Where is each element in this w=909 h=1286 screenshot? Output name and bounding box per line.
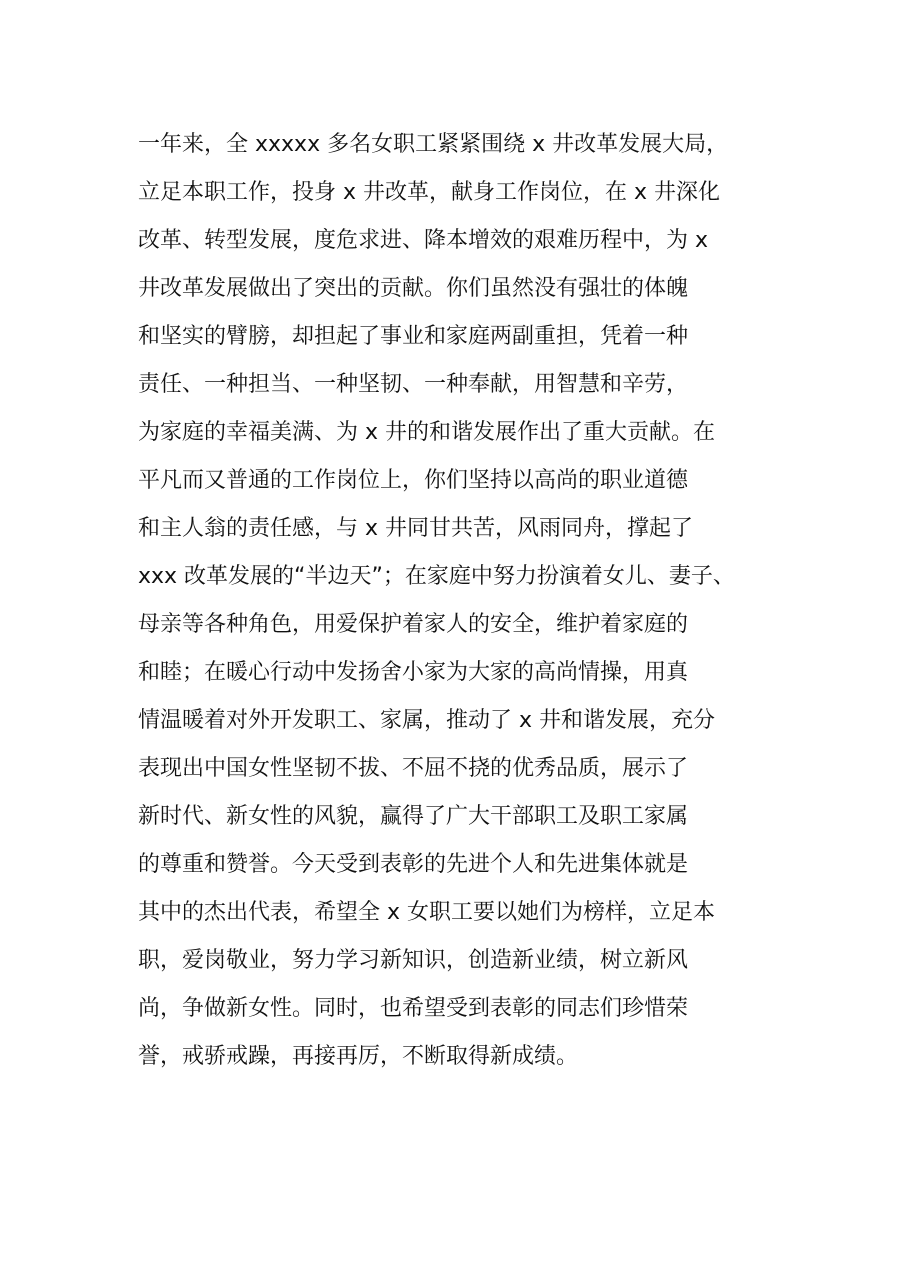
paragraph-line: 责任、一种担当、一种坚韧、一种奉献，用智慧和辛劳， <box>138 372 689 397</box>
paragraph-line: 井改革发展做出了突出的贡献。你们虽然没有强壮的体魄 <box>138 276 689 301</box>
paragraph-line: 一年来，全 xxxxx 多名女职工紧紧围绕 x 井改革发展大局， <box>138 132 729 157</box>
paragraph-line: 尚，争做新女性。同时，也希望受到表彰的同志们珍惜荣 <box>138 996 689 1021</box>
paragraph-line: xxx 改革发展的“半边天”；在家庭中努力扮演着女儿、妻子、 <box>138 564 735 589</box>
paragraph-line: 表现出中国女性坚韧不拔、不屈不挠的优秀品质，展示了 <box>138 756 689 781</box>
paragraph-line: 其中的杰出代表，希望全 x 女职工要以她们为榜样，立足本 <box>138 900 716 925</box>
paragraph-line: 和主人翁的责任感，与 x 井同甘共苦，风雨同舟，撑起了 <box>138 516 694 541</box>
paragraph-line: 立足本职工作，投身 x 井改革，献身工作岗位，在 x 井深化 <box>138 180 721 205</box>
paragraph-line: 誉，戒骄戒躁，再接再厉，不断取得新成绩。 <box>138 1044 579 1069</box>
paragraph-line: 职，爱岗敬业，努力学习新知识，创造新业绩，树立新风 <box>138 948 689 973</box>
paragraph-line: 为家庭的幸福美满、为 x 井的和谐发展作出了重大贡献。在 <box>138 420 716 445</box>
paragraph-line: 新时代、新女性的风貌，赢得了广大干部职工及职工家属 <box>138 804 689 829</box>
paragraph-line: 和睦；在暖心行动中发扬舍小家为大家的高尚情操，用真 <box>138 660 689 685</box>
paragraph-line: 母亲等各种角色，用爱保护着家人的安全，维护着家庭的 <box>138 612 689 637</box>
paragraph-line: 的尊重和赞誉。今天受到表彰的先进个人和先进集体就是 <box>138 852 689 877</box>
paragraph-line: 和坚实的臂膀，却担起了事业和家庭两副重担，凭着一种 <box>138 324 689 349</box>
paragraph-line: 平凡而又普通的工作岗位上，你们坚持以高尚的职业道德 <box>138 468 689 493</box>
paragraph-line: 改革、转型发展，度危求进、降本增效的艰难历程中，为 x <box>138 228 709 253</box>
paragraph-line: 情温暖着对外开发职工、家属，推动了 x 井和谐发展，充分 <box>138 708 716 733</box>
body-paragraph <box>138 121 788 1081</box>
